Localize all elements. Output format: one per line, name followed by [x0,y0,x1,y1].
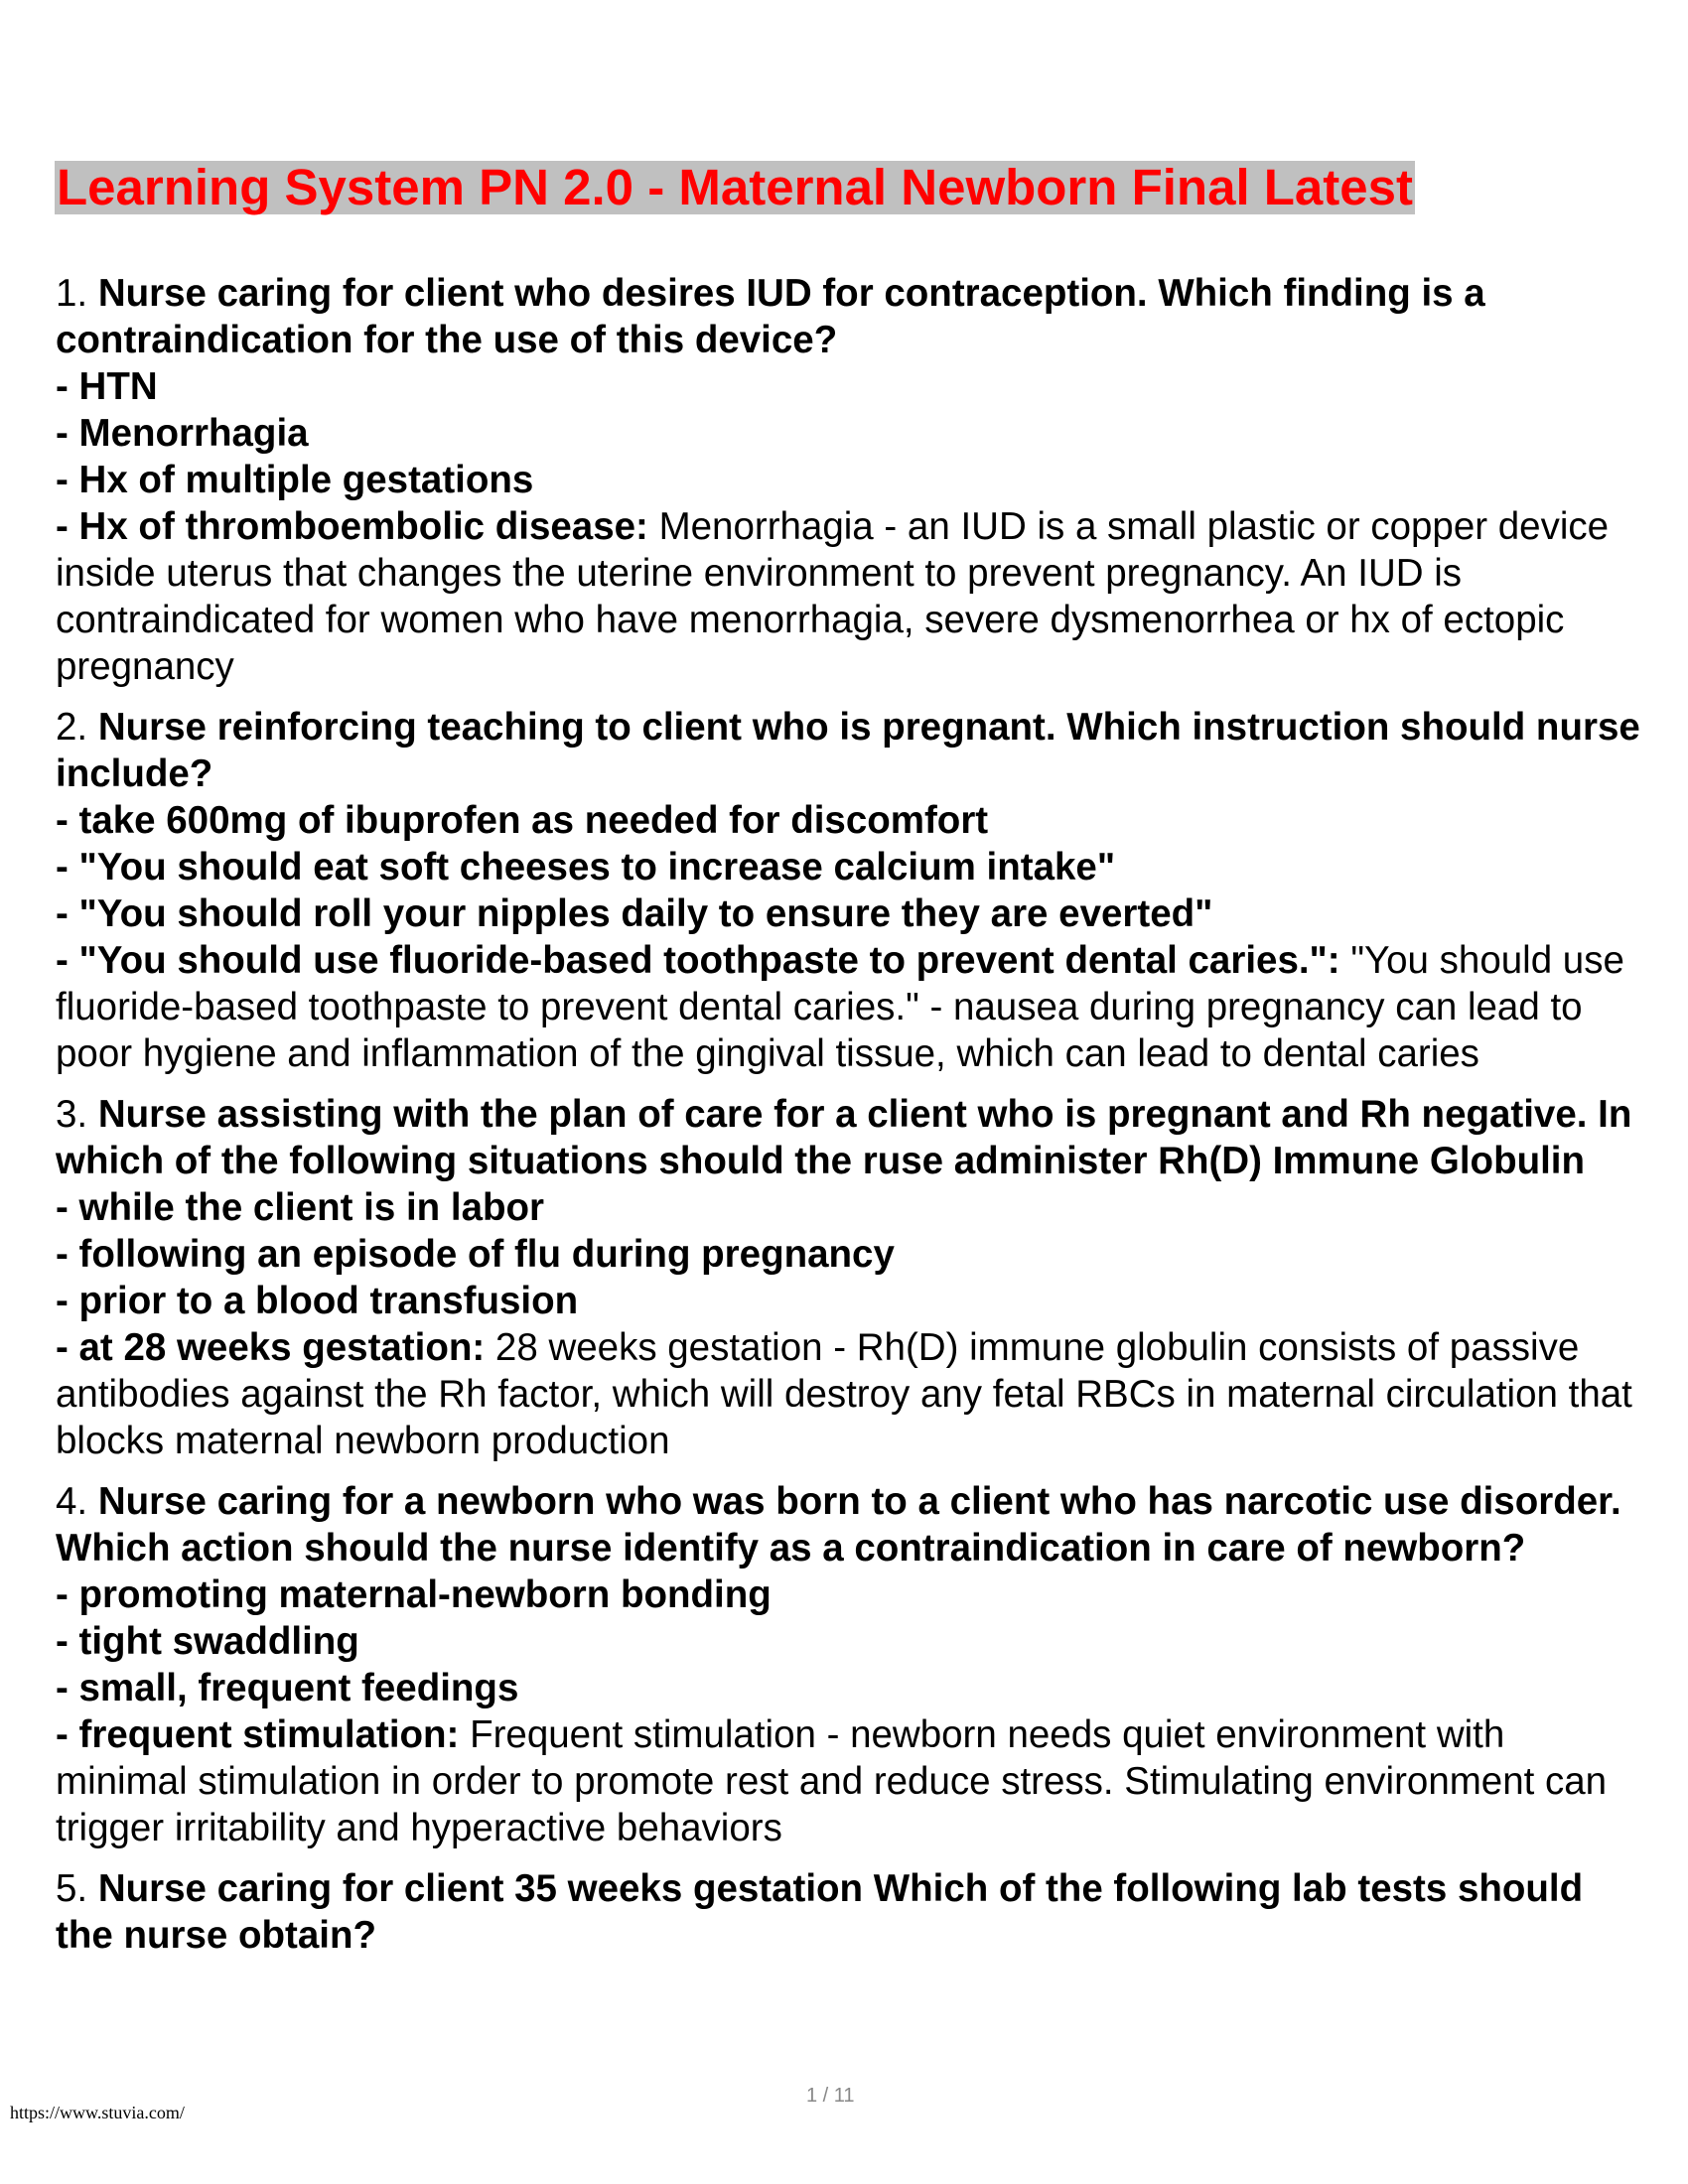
option: - take 600mg of ibuprofen as needed for discomfort [56,799,989,842]
question-1 [56,270,1644,690]
question-2 [56,704,1644,1077]
question-list [56,270,1644,1973]
question-text: Nurse caring for a newborn who was born to a client who has narcotic use disorder. Which action should the nurse identify as a contraindication in care of newborn? [56,1480,1621,1570]
question-text: Nurse reinforcing teaching to client who is pregnant. Which instruction should nurse include? [56,706,1640,795]
document-title: Learning System PN 2.0 - Maternal Newborn Final Latest [57,159,1413,215]
option: - "You should roll your nipples daily to ensure they are everted" [56,892,1213,935]
option: - HTN [56,365,158,408]
question-number: 1. [56,272,88,315]
question-text: Nurse caring for client 35 weeks gestation Which of the following lab tests should the nurse obtain? [56,1867,1584,1957]
question-number: 3. [56,1093,88,1136]
option: - small, frequent feedings [56,1667,519,1709]
option: - prior to a blood transfusion [56,1280,579,1322]
option: - following an episode of flu during pregnancy [56,1233,895,1276]
question-3 [56,1091,1644,1464]
question-5 [56,1865,1644,1959]
option: - Hx of multiple gestations [56,459,534,501]
page-indicator: 1 / 11 [806,2085,855,2107]
question-text: Nurse caring for client who desires IUD for contraception. Which finding is a contraindication for the use of this device? [56,272,1485,361]
footer-url[interactable]: https://www.stuvia.com/ [10,2103,185,2122]
option: - "You should eat soft cheeses to increase calcium intake" [56,846,1116,888]
option: - Menorrhagia [56,412,309,455]
option-last: - Hx of thromboembolic disease: [56,505,648,548]
question-number: 2. [56,706,88,749]
answer-explanation: Frequent stimulation - newborn needs quiet environment with minimal stimulation in order to promote rest and reduce stress. Stimulating environment can trigger irritability and hyperactive behaviors [56,1713,1608,1849]
question-text: Nurse assisting with the plan of care for a client who is pregnant and Rh negative. In which of the following situations should the ruse administer Rh(D) Immune Globulin [56,1093,1632,1182]
option: - while the client is in labor [56,1186,545,1229]
answer-explanation: "You should use fluoride-based toothpaste to prevent dental caries." - nausea during pregnancy can lead to poor hygiene and inflammation of the gingival tissue, which can lead to dental caries [56,939,1624,1075]
question-number: 4. [56,1480,88,1523]
option-last: - at 28 weeks gestation: [56,1326,486,1369]
option-last: - "You should use fluoride-based toothpaste to prevent dental caries.": [56,939,1340,982]
answer-explanation: Menorrhagia - an IUD is a small plastic or copper device inside uterus that changes the uterine environment to prevent pregnancy. An IUD is contraindicated for women who have menorrhagia, severe dysmenorrhea or hx of ectopic pregnancy [56,505,1610,688]
option: - promoting maternal-newborn bonding [56,1573,772,1616]
question-4 [56,1478,1644,1851]
option: - tight swaddling [56,1620,359,1663]
answer-explanation: 28 weeks gestation - Rh(D) immune globulin consists of passive antibodies against the Rh factor, which will destroy any fetal RBCs in maternal circulation that blocks maternal newborn production [56,1326,1632,1462]
question-number: 5. [56,1867,88,1910]
option-last: - frequent stimulation: [56,1713,460,1756]
